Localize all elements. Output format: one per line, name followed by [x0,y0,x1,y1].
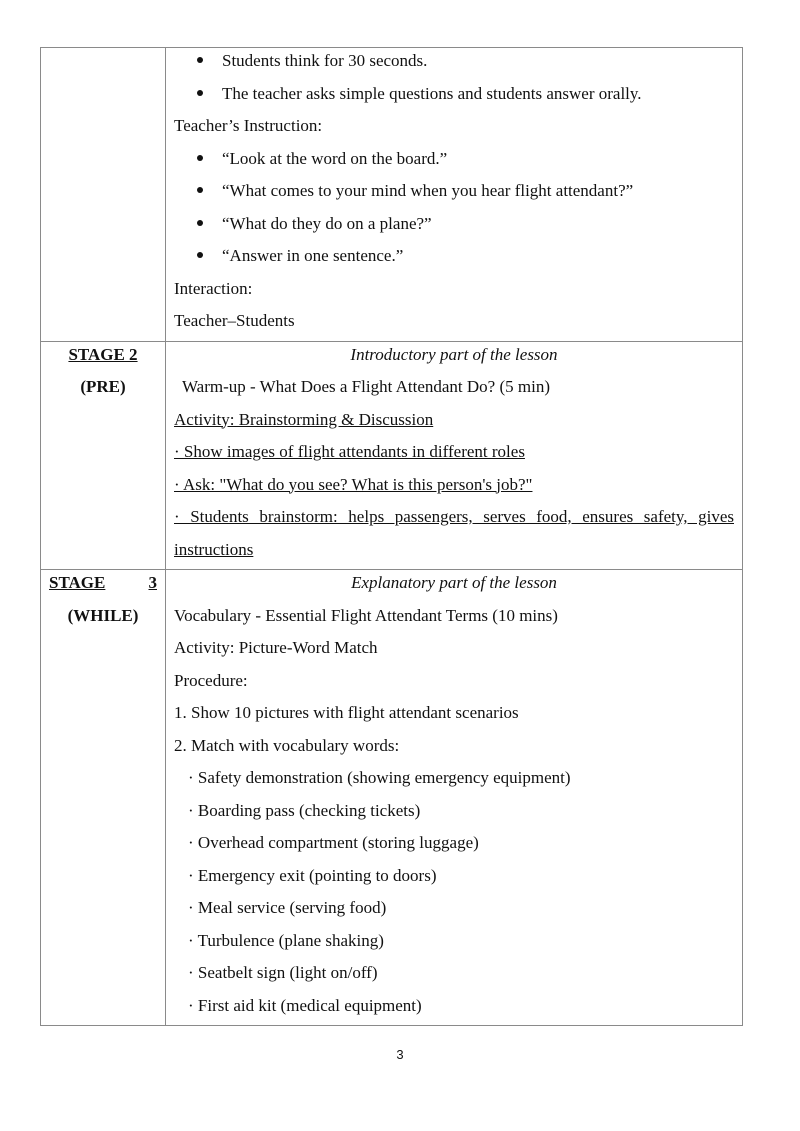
stage1-continued-row [41,48,743,342]
stage2-title: STAGE 2 [68,344,138,364]
stage2-subtitle: (PRE) [80,377,126,396]
list-item: “What do they do on a plane?” [174,211,734,244]
list-item: · Seatbelt sign (light on/off) [188,963,378,982]
list-item: · Ask: "What do you see? What is this person's job?" [174,474,533,494]
stage3-row [41,570,743,1026]
bullet-icon [197,187,203,193]
bullet-icon [197,57,203,63]
list-item: “What comes to your mind when you hear flight attendant?” [174,178,734,211]
list-item: · Turbulence (plane shaking) [188,930,384,950]
warmup-title: Warm-up - What Does a Flight Attendant Do? (5 min) [182,377,550,396]
stage1-content-cell [166,48,743,342]
stage2-label-cell [41,341,166,570]
list-item: “Look at the word on the board.” [174,146,734,179]
list-item: · Emergency exit (pointing to doors) [188,865,437,885]
list-item: · Boarding pass (checking tickets) [188,800,421,820]
interaction-value: Teacher–Students [174,311,295,330]
list-item: · Safety demonstration (showing emergency equipment) [188,768,571,787]
bullet-icon [197,90,203,96]
vocab-title: Vocabulary - Essential Flight Attendant Terms (10 mins) [174,605,558,625]
activity-line: Activity: Brainstorming & Discussion [174,409,434,429]
lesson-plan-table [40,47,743,1026]
bullet-icon [197,220,203,226]
list-item-continuation: instructions [174,539,254,559]
list-item: · Students brainstorm: helps passengers, serves food, ensures safety, gives [174,507,734,526]
list-item: · Overhead compartment (storing luggage) [188,833,479,852]
procedure-step: 1. Show 10 pictures with flight attendant scenarios [174,703,519,722]
stage1-label-cell [41,48,166,342]
stage3-title: STAGE 3 [49,573,157,592]
instruction-label: Teacher’s Instruction: [174,116,323,135]
interaction-label: Interaction: [174,278,253,298]
list-item: “Answer in one sentence.” [174,243,734,276]
list-item: Students think for 30 seconds. [174,48,734,81]
stage3-content-cell [166,570,743,1026]
procedure-label: Procedure: [174,670,248,690]
stage3-label-cell [41,570,166,1026]
list-item: The teacher asks simple questions and students answer orally. [174,81,734,114]
list-item: · Meal service (serving food) [188,898,387,917]
activity-line: Activity: Picture-Word Match [174,638,378,657]
procedure-step: 2. Match with vocabulary words: [174,735,400,755]
stage2-heading: Introductory part of the lesson [350,344,558,364]
stage2-row [41,341,743,570]
stage3-heading: Explanatory part of the lesson [351,573,557,592]
list-item: · Show images of flight attendants in different roles [174,442,525,461]
page-number: 3 [396,1047,404,1062]
bullet-icon [197,252,203,258]
bullet-icon [197,155,203,161]
list-item: · First aid kit (medical equipment) [188,995,422,1015]
stage3-subtitle: (WHILE) [67,605,139,625]
stage2-content-cell [166,341,743,570]
